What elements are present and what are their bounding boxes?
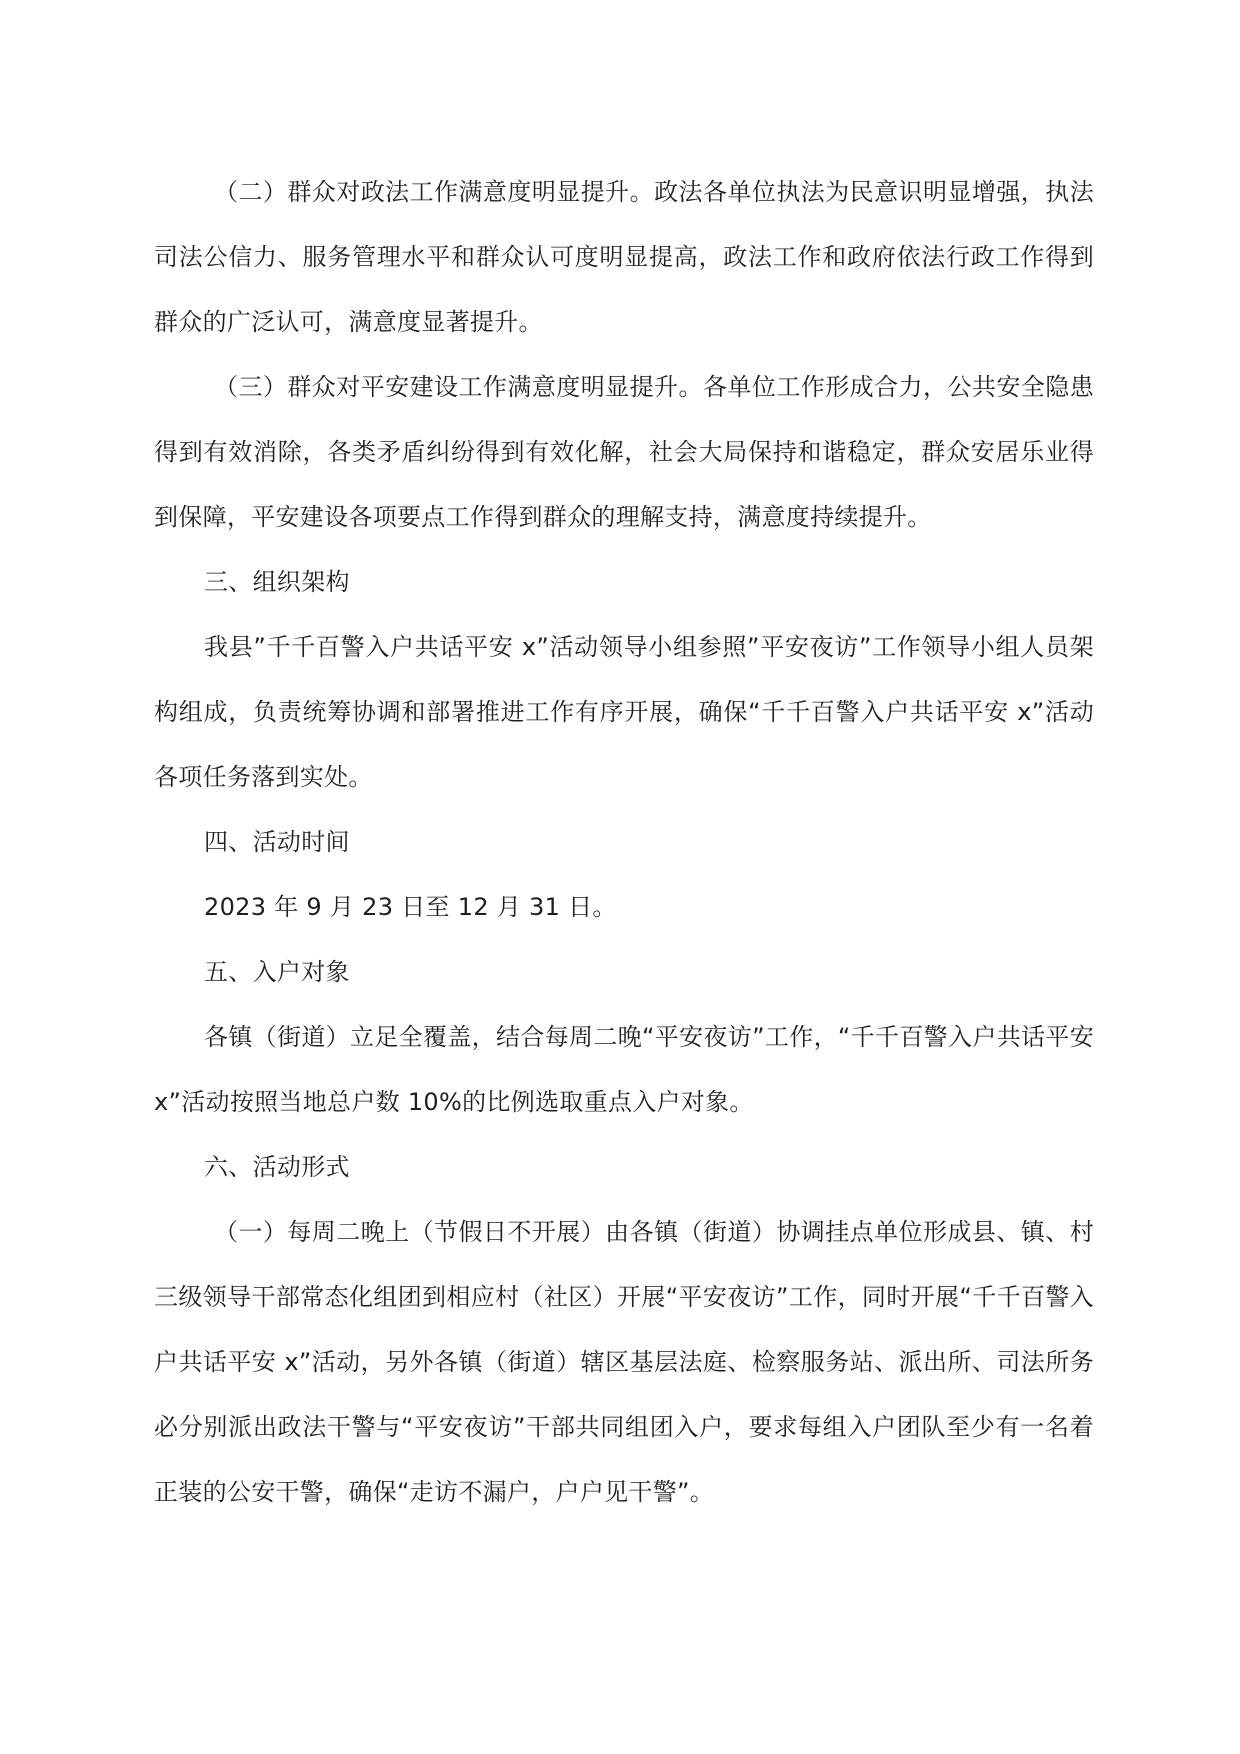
paragraph-satisfaction-safety: （三）群众对平安建设工作满意度明显提升。各单位工作形成合力，公共安全隐患得到有效消除，各类矛盾纠纷得到有效化解，社会大局保持和谐稳定，群众安居乐业得到保障，平安建设各项要点工作得到群众的理解支持，满意度持续提升。 [154, 373, 1094, 531]
section-heading-targets: 五、入户对象 [204, 958, 350, 986]
document-body [154, 160, 1094, 1525]
section-heading-time: 四、活动时间 [204, 828, 350, 856]
section-heading-format: 六、活动形式 [204, 1153, 350, 1181]
paragraph-time: 2023 年 9 月 23 日至 12 月 31 日。 [204, 893, 617, 921]
paragraph-organization: 我县”千千百警入户共话平安 x”活动领导小组参照”平安夜访”工作领导小组人员架构组成，负责统筹协调和部署推进工作有序开展，确保“千千百警入户共话平安 x”活动各项任务落到实处。 [154, 633, 1094, 791]
paragraph-satisfaction-legal: （二）群众对政法工作满意度明显提升。政法各单位执法为民意识明显增强，执法司法公信力、服务管理水平和群众认可度明显提高，政法工作和政府依法行政工作得到群众的广泛认可，满意度显著提升。 [154, 178, 1094, 336]
section-heading-organization: 三、组织架构 [204, 568, 350, 596]
paragraph-targets: 各镇（街道）立足全覆盖，结合每周二晚“平安夜访”工作，“千千百警入户共话平安 x”活动按照当地总户数 10%的比例选取重点入户对象。 [154, 1023, 1094, 1116]
paragraph-format-1: （一）每周二晚上（节假日不开展）由各镇（街道）协调挂点单位形成县、镇、村三级领导干部常态化组团到相应村（社区）开展“平安夜访”工作，同时开展“千千百警入户共话平安 x”活动，另外各镇（街道）辖区基层法庭、检察服务站、派出所、司法所务必分别派出政法干警与“平安夜访”干部共同组团入户，要求每组入户团队至少有一名着正装的公安干警，确保“走访不漏户，户户见干警”。 [154, 1218, 1094, 1506]
